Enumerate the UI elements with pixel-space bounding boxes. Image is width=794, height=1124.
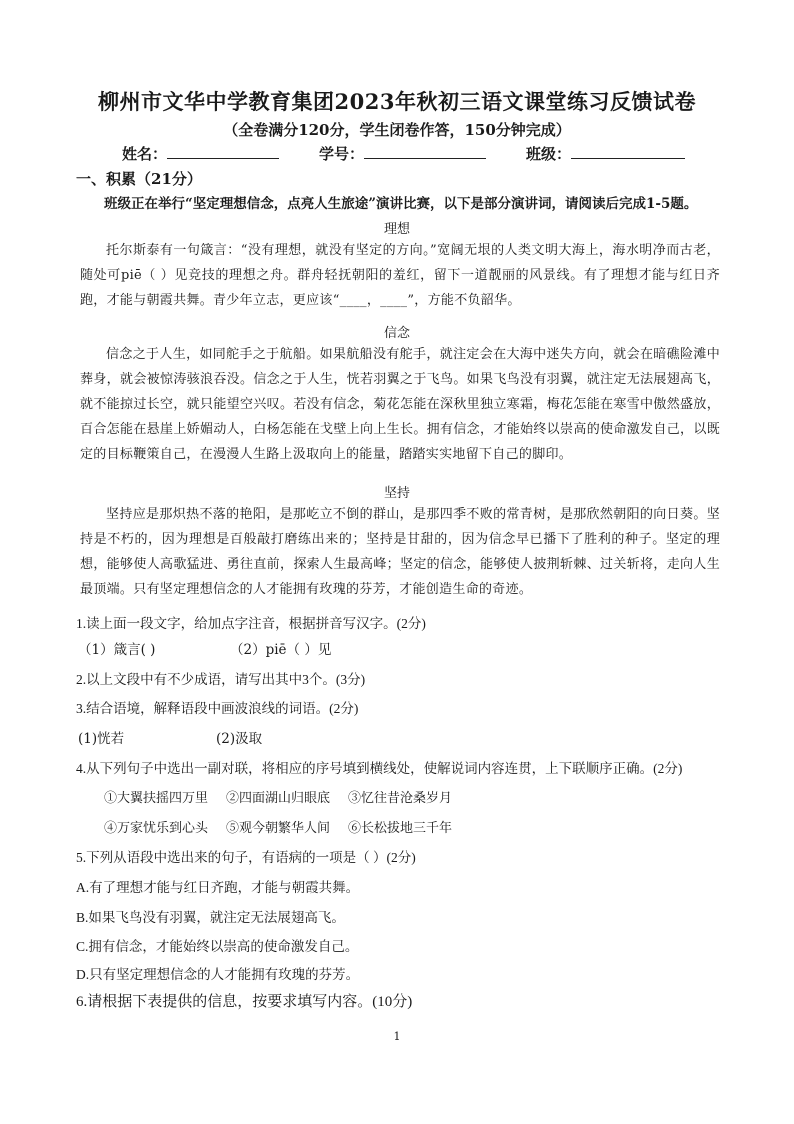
heading-persistence: 坚持 (383, 486, 410, 501)
class-label: 班级： (526, 145, 572, 163)
paragraph-belief: 信念之于人生，如同舵手之于航船。如果航船没有舵手，就注定会在大海中迷失方向，就会在暗礁险滩中葬身，就会被惊涛骇浪吞没。信念之于人生，恍若羽翼之于飞鸟。如果飞鸟没有羽翼，就注定无法展翅高飞，就不能掠过长空，就只能望空兴叹。若没有信念，菊花怎能在深秋里独立寒霜，梅花怎能在寒雪中傲然盛放，百合怎能在悬崖上娇媚动人，白杨怎能在戈壁上向上生长。拥有信念，才能始终以崇高的使命激发自己，以既定的目标鞭策自己，在漫漫人生路上汲取向上的能量，踏踏实实地留下自己的脚印。 (80, 347, 720, 462)
student-info-row (122, 143, 685, 164)
question-1-item-b: （2）piē（ ）见 (230, 642, 332, 658)
question-3-item-b: (2)汲取 (216, 731, 263, 747)
question-2: 2.以上文段中有不少成语，请写出其中3个。(3分) (76, 672, 366, 687)
class-blank[interactable] (571, 143, 685, 159)
option-5: ⑤观今朝繁华人间 (226, 821, 331, 836)
question-1-items (78, 638, 331, 658)
option-2: ②四面湖山归眼底 (226, 791, 331, 806)
question-5-choice-a: A.有了理想才能与红日齐跑，才能与朝霞共舞。 (76, 880, 360, 895)
name-blank[interactable] (167, 143, 279, 159)
exam-title: 柳州市文华中学教育集团2023年秋初三语文课堂练习反馈试卷 (98, 89, 696, 114)
section-title: 一、积累（21分） (76, 170, 202, 188)
student-id-blank[interactable] (364, 143, 486, 159)
name-label: 姓名： (122, 145, 168, 163)
question-3-item-a: (1)恍若 (78, 731, 125, 747)
question-4-options-row-2 (104, 817, 452, 836)
option-3: ③忆往昔沧桑岁月 (348, 791, 453, 806)
section-intro: 班级正在举行“坚定理想信念，点亮人生旅途”演讲比赛，以下是部分演讲词，请阅读后完成1-5题。 (104, 196, 698, 212)
question-6: 6.请根据下表提供的信息，按要求填写内容。(10分) (76, 994, 413, 1010)
exam-subtitle: （全卷满分120分，学生闭卷作答，150分钟完成） (223, 121, 571, 139)
question-5-choice-c: C.拥有信念，才能始终以崇高的使命激发自己。 (76, 939, 359, 954)
question-3: 3.结合语境，解释语段中画波浪线的词语。(2分) (76, 701, 359, 716)
question-5: 5.下列从语段中选出来的句子，有语病的一项是（ ）(2分) (76, 850, 416, 865)
paragraph-ideal: 托尔斯泰有一句箴言：“没有理想，就没有坚定的方向。”宽阔无垠的人类文明大海上，海水明净而古老，随处可piē（ ）见竞技的理想之舟。群舟轻抚朝阳的羞红，留下一道靓丽的风景线。有了理想才能与红日齐跑，才能与朝霞共舞。青少年立志，更应该“____，____”，方能不负韶华。 (80, 243, 720, 308)
name-field[interactable] (122, 143, 279, 164)
question-4: 4.从下列句子中选出一副对联，将相应的序号填到横线处，使解说词内容连贯，上下联顺序正确。(2分) (76, 761, 683, 776)
student-id-field[interactable] (319, 143, 486, 164)
heading-belief: 信念 (383, 326, 410, 341)
option-6: ⑥长松拔地三千年 (348, 821, 453, 836)
page-number: 1 (393, 1030, 401, 1043)
heading-ideal: 理想 (383, 222, 410, 237)
paragraph-persistence: 坚持应是那炽热不落的艳阳，是那屹立不倒的群山，是那四季不败的常青树，是那欣然朝阳的向日葵。坚持是不朽的，因为理想是百般敲打磨练出来的；坚持是甘甜的，因为信念早已播下了胜利的种子。坚定的理想，能够使人高歌猛进、勇往直前，探索人生最高峰；坚定的信念，能够使人披荆斩棘、过关斩将，走向人生最顶端。只有坚定理想信念的人才能拥有玫瑰的芬芳，才能创造生命的奇迹。 (80, 507, 720, 597)
question-3-items (78, 727, 262, 747)
question-5-choice-b: B.如果飞鸟没有羽翼，就注定无法展翅高飞。 (76, 910, 345, 925)
option-4: ④万家忧乐到心头 (104, 821, 209, 836)
question-5-choice-d: D.只有坚定理想信念的人才能拥有玫瑰的芬芳。 (76, 967, 360, 982)
question-4-options-row-1 (104, 787, 452, 806)
class-field[interactable] (526, 143, 685, 164)
question-1: 1.读上面一段文字，给加点字注音，根据拼音写汉字。(2分) (76, 616, 426, 631)
student-id-label: 学号： (319, 145, 365, 163)
option-1: ①大翼扶摇四万里 (104, 791, 209, 806)
question-1-item-a: （1）箴言( ) (78, 642, 156, 658)
